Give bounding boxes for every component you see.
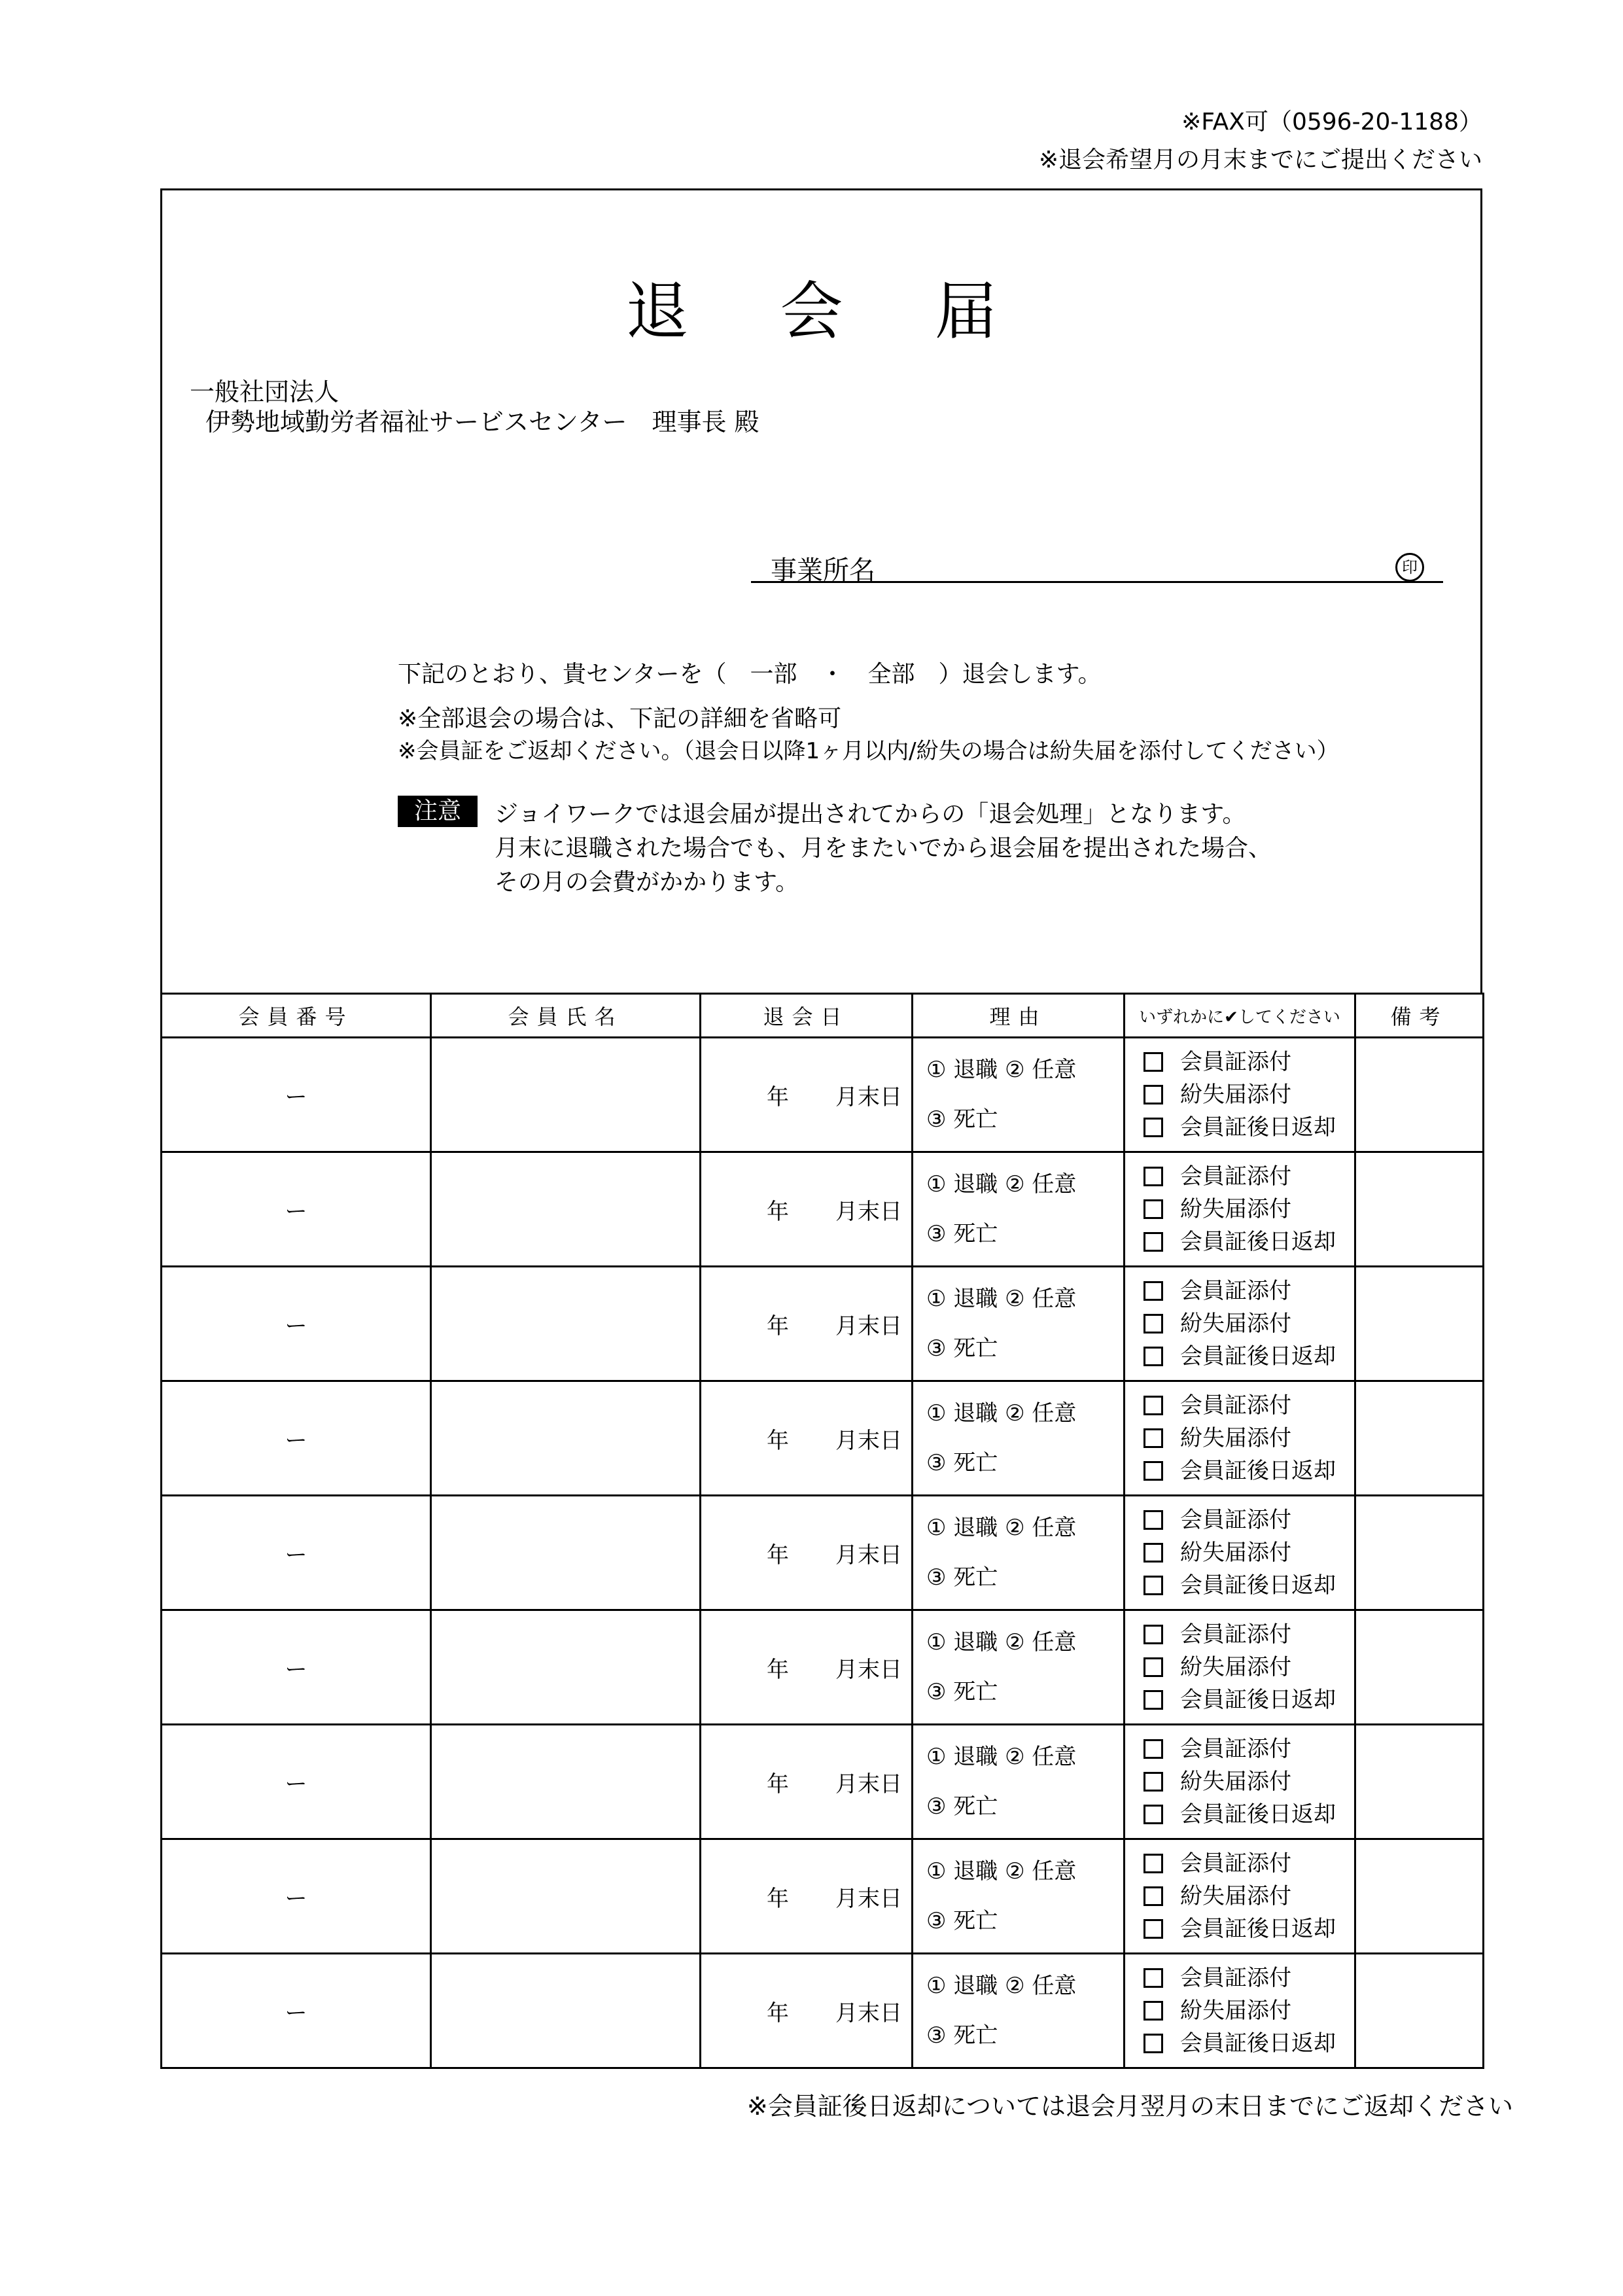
member-table xyxy=(160,993,1484,2069)
option-return-later[interactable] xyxy=(1143,1569,1354,1602)
check-cell xyxy=(1125,1381,1355,1496)
member-name-cell[interactable] xyxy=(431,1610,701,1725)
option-card-attached[interactable] xyxy=(1143,1160,1354,1193)
option-card-attached[interactable] xyxy=(1143,1389,1354,1422)
member-no-cell[interactable] xyxy=(162,1496,431,1610)
reason-options-1[interactable]: ① 退職 ② 任意 xyxy=(926,1286,1077,1312)
member-no-dash: ー xyxy=(285,1885,307,1912)
reason-options-1[interactable]: ① 退職 ② 任意 xyxy=(926,1744,1077,1770)
option-return-later[interactable] xyxy=(1143,1798,1354,1831)
option-loss-report[interactable] xyxy=(1143,1994,1354,2027)
checkbox-icon[interactable] xyxy=(1143,1281,1163,1301)
checkbox-icon[interactable] xyxy=(1143,1118,1163,1137)
checkbox-icon[interactable] xyxy=(1143,1396,1163,1415)
caution-badge: 注意 xyxy=(398,796,478,827)
member-no-cell[interactable] xyxy=(162,1610,431,1725)
withdrawal-date-cell[interactable] xyxy=(701,1954,913,2068)
option-card-attached[interactable] xyxy=(1143,1962,1354,1994)
option-label: 紛失届添付 xyxy=(1180,1769,1291,1795)
checkbox-icon[interactable] xyxy=(1143,1428,1163,1448)
withdrawal-date-cell[interactable] xyxy=(701,1152,913,1267)
option-label: 紛失届添付 xyxy=(1180,1196,1291,1222)
business-name-field[interactable] xyxy=(751,581,1443,583)
withdrawal-date-cell[interactable] xyxy=(701,1496,913,1610)
reason-options-1[interactable]: ① 退職 ② 任意 xyxy=(926,1400,1077,1426)
option-loss-report[interactable] xyxy=(1143,1307,1354,1340)
checkbox-icon[interactable] xyxy=(1143,1576,1163,1595)
reason-options-1[interactable]: ① 退職 ② 任意 xyxy=(926,1515,1077,1541)
withdrawal-statement: 下記のとおり、貴センターを（ 一部 ・ 全部 ）退会します。 xyxy=(398,661,1102,688)
option-label: 会員証後日返却 xyxy=(1180,2030,1336,2057)
year-label: 年 xyxy=(767,1542,789,1568)
option-label: 紛失届添付 xyxy=(1180,1425,1291,1451)
reason-cell[interactable] xyxy=(913,1038,1125,1152)
member-no-cell[interactable] xyxy=(162,1954,431,2068)
option-card-attached[interactable] xyxy=(1143,1733,1354,1765)
header-check: いずれかに✔してください xyxy=(1125,994,1355,1038)
full-withdrawal-note: ※全部退会の場合は、下記の詳細を省略可 xyxy=(398,705,842,732)
option-label: 会員証添付 xyxy=(1180,1850,1291,1877)
checkbox-icon[interactable] xyxy=(1143,2001,1163,2021)
option-label: 会員証添付 xyxy=(1180,1278,1291,1304)
table-row xyxy=(162,1496,1484,1610)
option-label: 会員証後日返却 xyxy=(1180,1916,1336,1942)
member-no-dash: ー xyxy=(285,1313,307,1339)
table-row xyxy=(162,1610,1484,1725)
check-cell xyxy=(1125,1152,1355,1267)
reason-options-1[interactable]: ① 退職 ② 任意 xyxy=(926,1171,1077,1197)
option-return-later[interactable] xyxy=(1143,1340,1354,1373)
addressee-name: 伊勢地域勤労者福祉サービスセンター 理事長 殿 xyxy=(205,408,759,436)
option-label: 会員証後日返却 xyxy=(1180,1229,1336,1255)
withdrawal-date-cell[interactable] xyxy=(701,1381,913,1496)
page-title: 退会届 xyxy=(625,275,1089,348)
member-no-cell[interactable] xyxy=(162,1839,431,1954)
checkbox-icon[interactable] xyxy=(1143,1968,1163,1988)
option-label: 紛失届添付 xyxy=(1180,1311,1291,1337)
remarks-cell[interactable] xyxy=(1355,1610,1484,1725)
remarks-cell[interactable] xyxy=(1355,1839,1484,1954)
month-end-label: 月末日 xyxy=(835,1542,902,1568)
option-loss-report[interactable] xyxy=(1143,1651,1354,1684)
checkbox-icon[interactable] xyxy=(1143,1314,1163,1333)
check-cell xyxy=(1125,1267,1355,1381)
reason-options-1[interactable]: ① 退職 ② 任意 xyxy=(926,1858,1077,1884)
option-return-later[interactable] xyxy=(1143,1913,1354,1945)
option-label: 会員証添付 xyxy=(1180,1163,1291,1190)
remarks-cell[interactable] xyxy=(1355,1267,1484,1381)
remarks-cell[interactable] xyxy=(1355,1381,1484,1496)
reason-options-2[interactable]: ③ 死亡 xyxy=(926,1221,998,1247)
checkbox-icon[interactable] xyxy=(1143,1052,1163,1072)
header-member-no: 会員番号 xyxy=(162,994,431,1038)
remarks-cell[interactable] xyxy=(1355,1954,1484,2068)
checkbox-icon[interactable] xyxy=(1143,1085,1163,1104)
option-label: 会員証添付 xyxy=(1180,1965,1291,1991)
table-row xyxy=(162,1267,1484,1381)
check-cell xyxy=(1125,1496,1355,1610)
checkbox-icon[interactable] xyxy=(1143,1625,1163,1644)
year-label: 年 xyxy=(767,1199,789,1225)
checkbox-icon[interactable] xyxy=(1143,1657,1163,1677)
option-label: 会員証後日返却 xyxy=(1180,1458,1336,1484)
checkbox-icon[interactable] xyxy=(1143,1347,1163,1366)
option-card-attached[interactable] xyxy=(1143,1046,1354,1078)
member-no-dash: ー xyxy=(285,1771,307,1797)
business-name-label: 事業所名 xyxy=(771,556,875,586)
year-label: 年 xyxy=(767,1771,789,1797)
option-label: 会員証後日返却 xyxy=(1180,1687,1336,1713)
option-return-later[interactable] xyxy=(1143,1455,1354,1487)
seal-mark: 印 xyxy=(1395,553,1424,582)
reason-options-1[interactable]: ① 退職 ② 任意 xyxy=(926,1973,1077,1999)
checkbox-icon[interactable] xyxy=(1143,2034,1163,2053)
remarks-cell[interactable] xyxy=(1355,1496,1484,1610)
member-name-cell[interactable] xyxy=(431,1152,701,1267)
caution-line-1: ジョイワークでは退会届が提出されてからの「退会処理」となります。 xyxy=(495,801,1246,828)
option-label: 会員証添付 xyxy=(1180,1621,1291,1648)
checkbox-icon[interactable] xyxy=(1143,1232,1163,1252)
member-no-dash: ー xyxy=(285,1656,307,1683)
deadline-note: ※退会希望月の月末までにご提出ください xyxy=(1038,147,1482,173)
year-label: 年 xyxy=(767,2000,789,2026)
option-return-later[interactable] xyxy=(1143,1684,1354,1716)
checkbox-icon[interactable] xyxy=(1143,1739,1163,1759)
month-end-label: 月末日 xyxy=(835,1428,902,1454)
checkbox-icon[interactable] xyxy=(1143,1167,1163,1186)
year-label: 年 xyxy=(767,1657,789,1683)
checkbox-icon[interactable] xyxy=(1143,1543,1163,1563)
check-cell xyxy=(1125,1954,1355,2068)
option-loss-report[interactable] xyxy=(1143,1536,1354,1569)
reason-cell[interactable] xyxy=(913,1954,1125,2068)
checkbox-icon[interactable] xyxy=(1143,1199,1163,1219)
member-no-cell[interactable] xyxy=(162,1725,431,1839)
header-reason: 理由 xyxy=(913,994,1125,1038)
reason-cell[interactable] xyxy=(913,1267,1125,1381)
member-no-cell[interactable] xyxy=(162,1152,431,1267)
option-label: 会員証後日返却 xyxy=(1180,1572,1336,1598)
table-header-row xyxy=(162,994,1484,1038)
option-loss-report[interactable] xyxy=(1143,1193,1354,1226)
member-name-cell[interactable] xyxy=(431,1381,701,1496)
month-end-label: 月末日 xyxy=(835,1084,902,1110)
option-label: 会員証添付 xyxy=(1180,1507,1291,1533)
checkbox-icon[interactable] xyxy=(1143,1461,1163,1481)
member-no-cell[interactable] xyxy=(162,1381,431,1496)
reason-options-2[interactable]: ③ 死亡 xyxy=(926,1335,998,1362)
table-row xyxy=(162,1725,1484,1839)
table-row xyxy=(162,1038,1484,1152)
withdrawal-date-cell[interactable] xyxy=(701,1610,913,1725)
member-name-cell[interactable] xyxy=(431,1954,701,2068)
member-name-cell[interactable] xyxy=(431,1038,701,1152)
remarks-cell[interactable] xyxy=(1355,1152,1484,1267)
member-name-cell[interactable] xyxy=(431,1725,701,1839)
header-withdrawal-date: 退会日 xyxy=(701,994,913,1038)
checkbox-icon[interactable] xyxy=(1143,1919,1163,1939)
reason-options-1[interactable]: ① 退職 ② 任意 xyxy=(926,1057,1077,1083)
table-row xyxy=(162,1954,1484,2068)
check-cell xyxy=(1125,1725,1355,1839)
reason-options-1[interactable]: ① 退職 ② 任意 xyxy=(926,1629,1077,1655)
reason-cell[interactable] xyxy=(913,1610,1125,1725)
checkbox-icon[interactable] xyxy=(1143,1854,1163,1873)
month-end-label: 月末日 xyxy=(835,1313,902,1339)
check-cell xyxy=(1125,1610,1355,1725)
checkbox-icon[interactable] xyxy=(1143,1772,1163,1792)
option-loss-report[interactable] xyxy=(1143,1422,1354,1455)
year-label: 年 xyxy=(767,1313,789,1339)
reason-cell[interactable] xyxy=(913,1725,1125,1839)
member-name-cell[interactable] xyxy=(431,1839,701,1954)
option-label: 会員証後日返却 xyxy=(1180,1801,1336,1828)
member-name-cell[interactable] xyxy=(431,1496,701,1610)
table-row xyxy=(162,1152,1484,1267)
reason-options-2[interactable]: ③ 死亡 xyxy=(926,1106,998,1133)
option-label: 会員証後日返却 xyxy=(1180,1114,1336,1140)
check-cell xyxy=(1125,1839,1355,1954)
reason-cell[interactable] xyxy=(913,1381,1125,1496)
withdrawal-date-cell[interactable] xyxy=(701,1038,913,1152)
reason-options-2[interactable]: ③ 死亡 xyxy=(926,2022,998,2049)
option-return-later[interactable] xyxy=(1143,2027,1354,2060)
option-loss-report[interactable] xyxy=(1143,1880,1354,1913)
withdrawal-date-cell[interactable] xyxy=(701,1839,913,1954)
month-end-label: 月末日 xyxy=(835,1771,902,1797)
member-no-cell[interactable] xyxy=(162,1038,431,1152)
month-end-label: 月末日 xyxy=(835,1657,902,1683)
option-label: 会員証後日返却 xyxy=(1180,1343,1336,1369)
caution-line-2: 月末に退職された場合でも、月をまたいでから退会届を提出された場合、 xyxy=(495,835,1272,862)
checkbox-icon[interactable] xyxy=(1143,1510,1163,1530)
option-card-attached[interactable] xyxy=(1143,1504,1354,1536)
reason-options-2[interactable]: ③ 死亡 xyxy=(926,1908,998,1934)
option-label: 会員証添付 xyxy=(1180,1736,1291,1762)
member-name-cell[interactable] xyxy=(431,1267,701,1381)
option-loss-report[interactable] xyxy=(1143,1765,1354,1798)
reason-cell[interactable] xyxy=(913,1839,1125,1954)
option-label: 紛失届添付 xyxy=(1180,1540,1291,1566)
month-end-label: 月末日 xyxy=(835,2000,902,2026)
member-no-dash: ー xyxy=(285,1084,307,1110)
return-card-note: ※会員証をご返却ください。（退会日以降1ヶ月以内/紛失の場合は紛失届を添付してください） xyxy=(398,738,1339,764)
option-label: 会員証添付 xyxy=(1180,1392,1291,1419)
option-label: 紛失届添付 xyxy=(1180,1654,1291,1680)
fax-note: ※FAX可（0596-20-1188） xyxy=(1181,109,1482,135)
remarks-cell[interactable] xyxy=(1355,1725,1484,1839)
year-label: 年 xyxy=(767,1084,789,1110)
year-label: 年 xyxy=(767,1886,789,1912)
reason-options-2[interactable]: ③ 死亡 xyxy=(926,1679,998,1705)
year-label: 年 xyxy=(767,1428,789,1454)
table-row xyxy=(162,1381,1484,1496)
reason-cell[interactable] xyxy=(913,1496,1125,1610)
remarks-cell[interactable] xyxy=(1355,1038,1484,1152)
withdrawal-date-cell[interactable] xyxy=(701,1267,913,1381)
option-return-later[interactable] xyxy=(1143,1226,1354,1258)
member-no-dash: ー xyxy=(285,1542,307,1568)
reason-options-2[interactable]: ③ 死亡 xyxy=(926,1450,998,1476)
member-no-cell[interactable] xyxy=(162,1267,431,1381)
option-label: 紛失届添付 xyxy=(1180,1998,1291,2024)
table-row xyxy=(162,1839,1484,1954)
month-end-label: 月末日 xyxy=(835,1199,902,1225)
option-label: 紛失届添付 xyxy=(1180,1883,1291,1909)
reason-cell[interactable] xyxy=(913,1152,1125,1267)
checkbox-icon[interactable] xyxy=(1143,1886,1163,1906)
member-no-dash: ー xyxy=(285,1198,307,1225)
withdrawal-date-cell[interactable] xyxy=(701,1725,913,1839)
checkbox-icon[interactable] xyxy=(1143,1690,1163,1710)
option-loss-report[interactable] xyxy=(1143,1078,1354,1111)
option-card-attached[interactable] xyxy=(1143,1618,1354,1651)
check-cell xyxy=(1125,1038,1355,1152)
addressee-org: 一般社団法人 xyxy=(190,378,340,406)
option-card-attached[interactable] xyxy=(1143,1847,1354,1880)
option-return-later[interactable] xyxy=(1143,1111,1354,1144)
option-label: 会員証添付 xyxy=(1180,1049,1291,1075)
month-end-label: 月末日 xyxy=(835,1886,902,1912)
checkbox-icon[interactable] xyxy=(1143,1805,1163,1824)
member-no-dash: ー xyxy=(285,2000,307,2026)
footer-note: ※会員証後日返却については退会月翌月の末日までにご返却ください xyxy=(746,2092,1513,2121)
reason-options-2[interactable]: ③ 死亡 xyxy=(926,1564,998,1591)
member-no-dash: ー xyxy=(285,1427,307,1454)
header-member-name: 会員氏名 xyxy=(431,994,701,1038)
header-remarks: 備考 xyxy=(1355,994,1484,1038)
caution-line-3: その月の会費がかかります。 xyxy=(495,869,799,896)
reason-options-2[interactable]: ③ 死亡 xyxy=(926,1793,998,1820)
option-card-attached[interactable] xyxy=(1143,1275,1354,1307)
option-label: 紛失届添付 xyxy=(1180,1082,1291,1108)
